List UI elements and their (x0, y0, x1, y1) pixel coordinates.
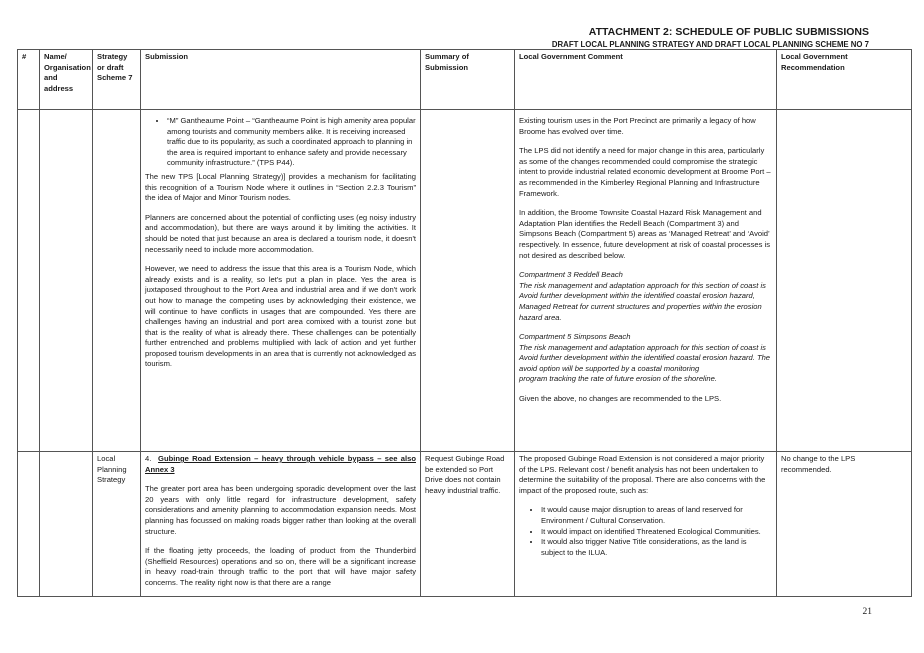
cell-strategy (93, 110, 141, 452)
cell-submission (141, 110, 421, 452)
impact-list (519, 505, 772, 558)
page-number: 21 (862, 607, 872, 617)
col-header-comment: Local Government Comment (515, 50, 777, 110)
submission-paragraph: The new TPS [Local Planning Strategy)] provides a mechanism for facilitating this recognition of a Tourism Node where it outlines in “Section 2.2.3 Tourism” the idea of Major and Minor Tourism nodes. (145, 171, 416, 203)
cell-comment (515, 452, 777, 597)
comment-paragraph: Existing tourism uses in the Port Precinct are primarily a legacy of how Broome has evolved over time. (519, 116, 756, 136)
item-title: Gubinge Road Extension – heavy through vehicle bypass – see also Annex 3 (145, 454, 416, 474)
cell-recommendation (777, 110, 912, 452)
col-header-summary: Summary of Submission (421, 50, 515, 110)
list-item: • It would impact on identified Threatened Ecological Communities. (541, 527, 772, 538)
cell-comment (515, 110, 777, 452)
cell-name (40, 452, 93, 597)
compartment-5-title: Compartment 5 Simpsons Beach (519, 332, 631, 342)
comment-paragraph: In addition, the Broome Townsite Coastal Hazard Risk Management and Adaptation Plan identifies the Redell Beach (Compartment 3) and Simpsons Beach (Compartment 5) areas as ‘Managed Retreat’ and ‘Avoid’ respectively. In essence, future development at risk of coastal processes is not desired as described below. (519, 208, 770, 260)
submission-paragraph: If the floating jetty proceeds, the loading of product from the Thunderbird (Sheffield Resources) operations and so on, there will be a significant increase in heavy road-train through traffic to the port that will have major safety concerns. The reality right now is that there are a range (145, 546, 416, 587)
item-number: 4. (145, 454, 152, 463)
cell-strategy: Local Planning Strategy (93, 452, 141, 597)
col-header-number: # (18, 50, 40, 110)
cell-submission (141, 452, 421, 597)
submission-paragraph: However, we need to address the issue that this area is a Tourism Node, which already exists and is a reality, so let's put a plan in place. Yes the area is juxtaposed throughout to the Port Area and industrial area and if we don't work out how to manage the competing uses by acknowledging their existence, we will continue to have conflicts in usages that are compounded. Yes there are challenges having an industrial and port area comixed with a tourist zone but that is the reality of what is already there. These challenges can be potentially further entrenched and problems multiplied with lack of action and yet further proposed tourism developments in an area that is currently not acknowledged as tourism. (145, 264, 416, 369)
submission-bullet: • “M” Gantheaume Point – “Gantheaume Point is high amenity area popular among tourists and community members alike. It is receiving increased traffic due to its popularity, as such a coordinated approach to planning in the area is required important to enhance safety and provide necessary community infrastructure.” (TPS P44). (167, 116, 416, 169)
compartment-3-text: The risk management and adaptation approach for this section of coast is Avoid further development within the identified coastal erosion hazard, Managed Retreat for current structures and properties within the erosion hazard area. (519, 280, 766, 322)
cell-number (18, 110, 40, 452)
table-header-row (18, 50, 912, 110)
table-row (18, 452, 912, 597)
list-item: • It would also trigger Native Title considerations, as the land is subject to the ILUA. (541, 537, 772, 558)
col-header-submission: Submission (141, 50, 421, 110)
comment-paragraph: The LPS did not identify a need for major change in this area, particularly as some of the changes recommended could compromise the strategic intent to provide industrial related economic development at Broome Port – as recommended in the Kimberley Regional Planning and Infrastructure Framework. (519, 146, 771, 198)
submissions-table (17, 49, 912, 597)
table-row (18, 110, 912, 452)
compartment-5-text: The risk management and adaptation approach for this section of coast is Avoid further development within the identified coastal erosion hazard. The avoid option will be supported by a coastal monitoring (519, 342, 771, 373)
cell-summary (421, 110, 515, 452)
list-item: • It would cause major disruption to areas of land reserved for Environment / Cultural Conservation. (541, 505, 772, 526)
submission-paragraph: The greater port area has been undergoing sporadic development over the last 20 years with only little regard for infrastructure development, safety considerations and amenity planning to accommodation expansion needs. Most planning has focussed on making roads bigger rather than looking at the overall structure. (145, 484, 416, 536)
cell-summary: Request Gubinge Road be extended so Port Drive does not contain heavy industrial traffic. (421, 452, 515, 597)
cell-name (40, 110, 93, 452)
compartment-3-title: Compartment 3 Reddell Beach (519, 270, 623, 280)
submission-paragraph: Planners are concerned about the potential of conflicting uses (eg noisy industry and accommodation), but there are ways around it by limiting the activities. It should be noted that just because an area is declared a tourism node, it doesn't necessarily need to include more accommodation. (145, 212, 416, 254)
col-header-recommendation: Local Government Recommendation (777, 50, 912, 110)
col-header-strategy: Strategy or draft Scheme 7 (93, 50, 141, 110)
attachment-title: ATTACHMENT 2: SCHEDULE OF PUBLIC SUBMISSIONS (588, 26, 869, 38)
document-subtitle: DRAFT LOCAL PLANNING STRATEGY AND DRAFT LOCAL PLANNING SCHEME NO 7 (551, 40, 869, 49)
compartment-5-text: program tracking the rate of future erosion of the shoreline. (519, 374, 717, 384)
comment-paragraph: The proposed Gubinge Road Extension is not considered a major priority of the LPS. Relevant cost / benefit analysis has not been undertaken to determine the suitability of the proposal. There are also concerns with the impact of the proposed route, such as: (519, 454, 766, 495)
cell-recommendation: No change to the LPS recommended. (777, 452, 912, 597)
col-header-name: Name/ Organisation and address (40, 50, 93, 110)
cell-number (18, 452, 40, 597)
comment-paragraph: Given the above, no changes are recommended to the LPS. (519, 394, 722, 404)
